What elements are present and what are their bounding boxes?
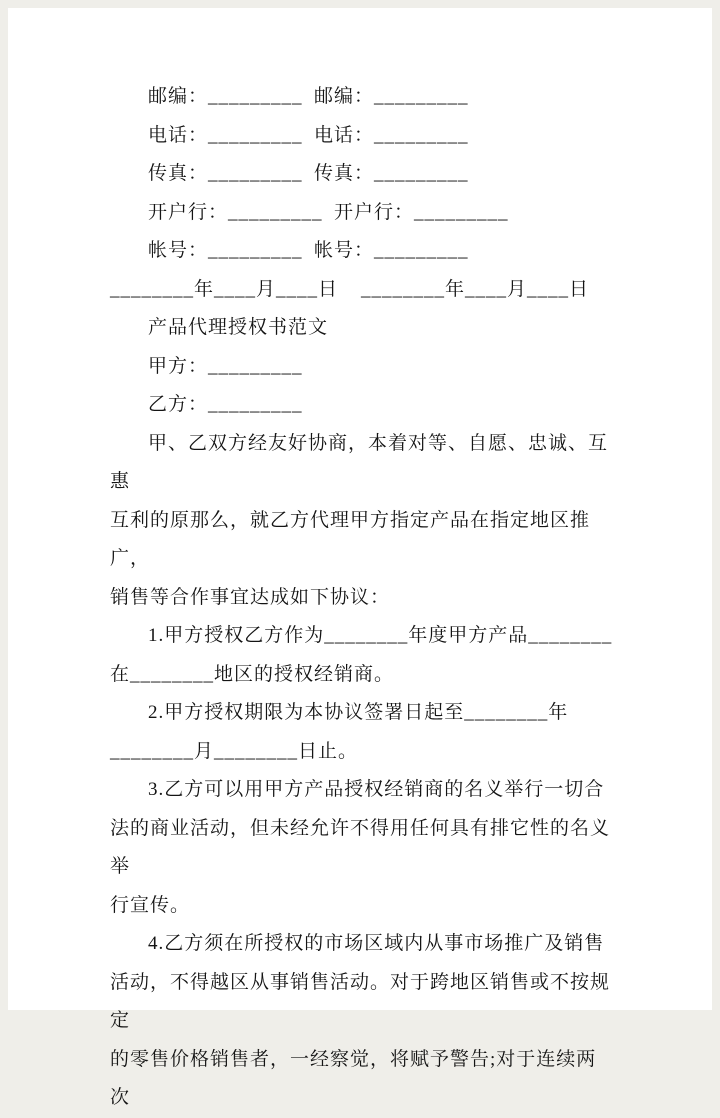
form-line-party-a: 甲方：_________ bbox=[148, 355, 303, 377]
clause-3-line-2: 法的商业活动，但未经允许不得用任何具有排它性的名义举 bbox=[110, 817, 611, 877]
document-title: 产品代理授权书范文 bbox=[148, 317, 329, 338]
paragraph-intro-line-1: 甲、乙双方经友好协商，本着对等、自愿、忠诚、互惠 bbox=[110, 432, 609, 492]
document-page bbox=[8, 8, 712, 1108]
form-line-phone: 电话：_________ 电话：_________ bbox=[148, 124, 469, 146]
form-line-account: 帐号：_________ 帐号：_________ bbox=[148, 240, 469, 261]
clause-3-line-3: 行宣传。 bbox=[110, 894, 191, 916]
form-line-date: ________年____月____日 ________年____月____日 bbox=[110, 278, 590, 300]
paragraph-intro-line-3: 销售等合作事宜达成如下协议： bbox=[110, 586, 391, 608]
form-line-bank: 开户行：_________ 开户行：_________ bbox=[148, 201, 509, 223]
paragraph-intro-line-2: 互利的原那么，就乙方代理甲方指定产品在指定地区推广， bbox=[110, 509, 591, 569]
clause-1-line-1: 1.甲方授权乙方作为________年度甲方产品________ bbox=[148, 625, 613, 646]
clause-3-line-1: 3.乙方可以用甲方产品授权经销商的名义举行一切合 bbox=[148, 779, 605, 800]
clause-4-line-1: 4.乙方须在所授权的市场区域内从事市场推广及销售 bbox=[148, 933, 605, 954]
clause-1-line-2: 在________地区的授权经销商。 bbox=[110, 663, 395, 685]
clause-4-line-2: 活动，不得越区从事销售活动。对于跨地区销售或不按规定 bbox=[110, 971, 611, 1031]
clause-2-line-1: 2.甲方授权期限为本协议签署日起至________年 bbox=[148, 702, 569, 723]
document-content bbox=[8, 8, 712, 1118]
clause-2-line-2: ________月________日止。 bbox=[110, 740, 359, 762]
form-line-postal-code: 邮编：_________ 邮编：_________ bbox=[148, 86, 469, 107]
clause-4-line-3: 的零售价格销售者，一经察觉，将赋予警告;对于连续两次 bbox=[110, 1048, 597, 1108]
form-line-party-b: 乙方：_________ bbox=[148, 394, 303, 415]
form-line-fax: 传真：_________ 传真：_________ bbox=[148, 163, 469, 184]
